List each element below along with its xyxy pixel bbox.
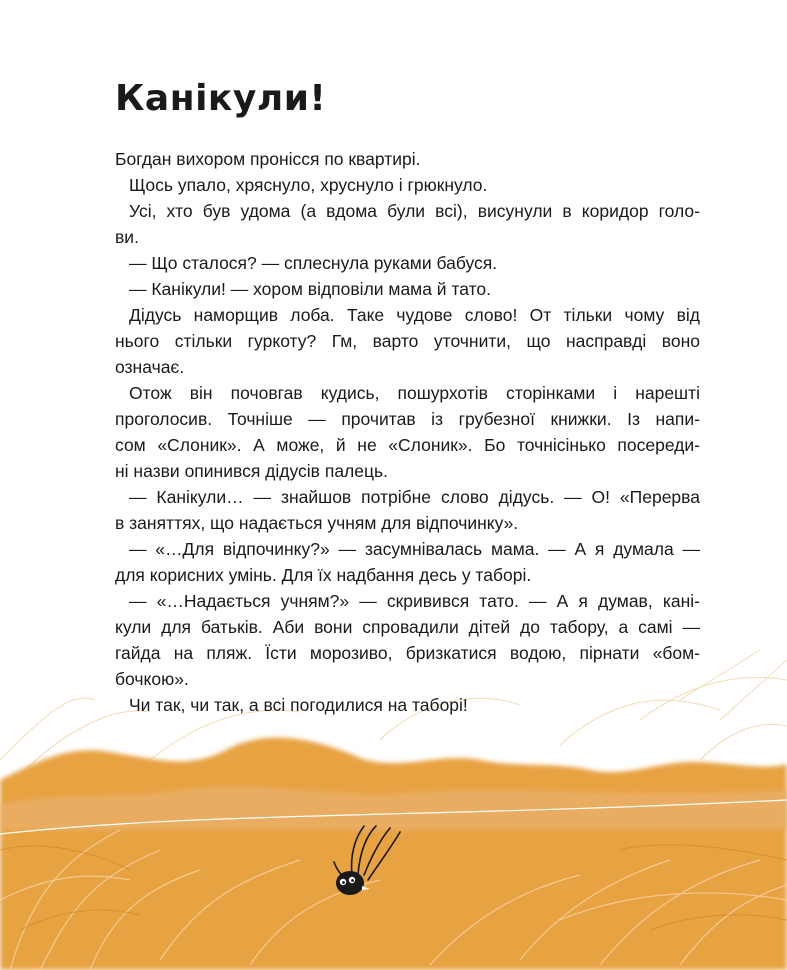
- text-line: ви.: [115, 227, 139, 247]
- text-line: — «…Надається учням?» — скривився тато. — А я думав, кані-: [129, 591, 700, 611]
- story-text: [115, 146, 700, 718]
- text-line: Щось упало, хряснуло, хруснуло і грюкнуло.: [129, 175, 488, 195]
- text-line: — «…Для відпочинку?» — засумнівалась мама. — А я думала —: [129, 539, 700, 559]
- text-line: — Канікули! — хором відповіли мама й тато.: [129, 279, 492, 299]
- text-line: сом «Слоник». А може, й не «Слоник». Бо точнісінько посереди-: [115, 435, 700, 455]
- text-line: Усі, хто був удома (а вдома були всі), висунули в коридор голо-: [129, 201, 700, 221]
- spider-thread: [0, 800, 787, 834]
- text-line: Отож він почовгав кудись, пошурхотів сторінками і нарешті: [129, 383, 700, 403]
- dark-grass-strokes: [0, 845, 787, 930]
- text-line: для корисних умінь. Для їх надбання десь у таборі.: [115, 565, 532, 585]
- text-line: Чи так, чи так, а всі погодилися на таборі!: [129, 695, 468, 715]
- text-line: означає.: [115, 357, 185, 377]
- text-line: Богдан вихором пронісся по квартирі.: [115, 149, 421, 169]
- text-line: бочкою».: [115, 669, 189, 689]
- text-line: гайда на пляж. Їсти морозиво, бризкатися водою, пірнати «бом-: [115, 643, 700, 663]
- text-line: — Канікули… — знайшов потрібне слово дідусь. — О! «Перерва: [129, 487, 700, 507]
- text-line: нього стільки гуркоту? Гм, варто уточнити, що насправді воно: [115, 331, 700, 351]
- text-line: кули для батьків. Аби вони спровадили дітей до табору, а самі —: [115, 617, 700, 637]
- page-title: Канікули!: [115, 78, 327, 119]
- orange-field: [0, 738, 787, 970]
- grass-strokes: [0, 830, 787, 970]
- text-line: проголосив. Точніше — прочитав із грубезної книжки. Із напи-: [115, 409, 700, 429]
- text-line: в заняттях, що надається учням для відпочинку».: [115, 513, 519, 533]
- text-line: Дідусь наморщив лоба. Таке чудове слово! От тільки чому від: [129, 305, 700, 325]
- text-line: ні назви опинився дідусів палець.: [115, 461, 389, 481]
- spider-icon: [334, 826, 400, 895]
- text-line: — Що сталося? — сплеснула руками бабуся.: [129, 253, 498, 273]
